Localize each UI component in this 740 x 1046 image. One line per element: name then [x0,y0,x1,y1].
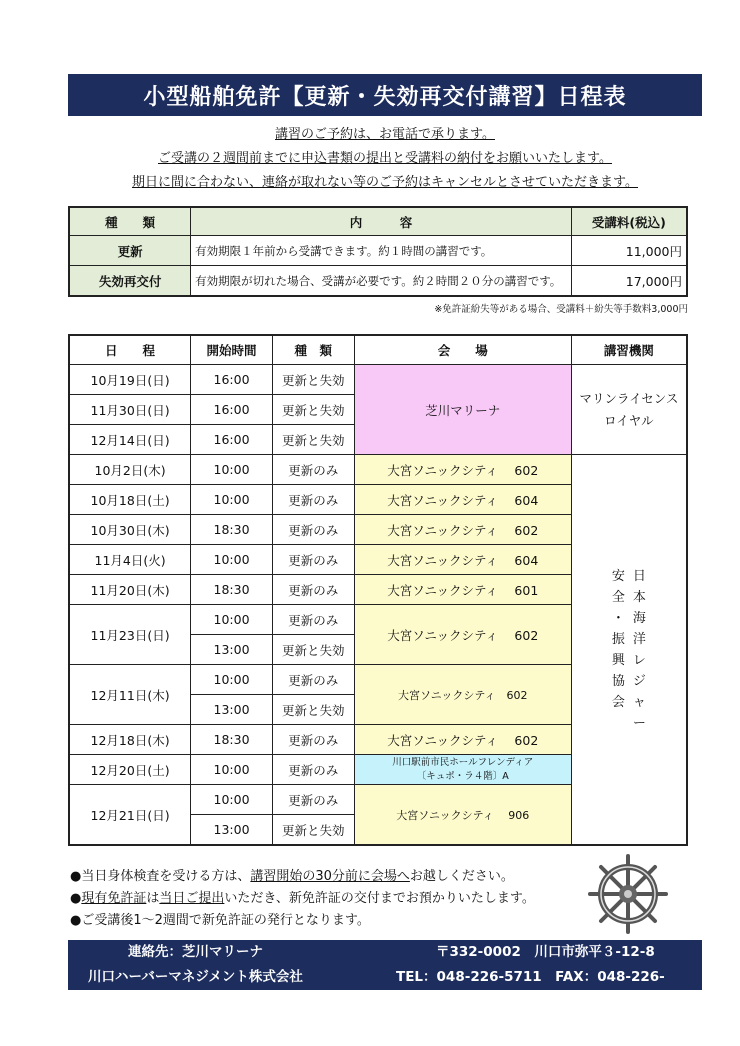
organizer-column-safety [612,566,625,734]
schedule-kind: 更新と失効 [272,635,354,665]
page-title: 小型船舶免許【更新・失効再交付講習】日程表 [68,74,702,116]
footer-phones: TEL：048-226-5711 FAX：048-226-5832 [396,969,665,1010]
schedule-date: 11月20日(木) [69,575,191,605]
header-date: 日 程 [69,335,191,365]
schedule-kind: 更新と失効 [272,815,354,846]
schedule-venue: 大宮ソニックシティ 602 [354,455,571,485]
schedule-kind: 更新と失効 [272,365,354,395]
organizer-japan-marine-leisure [571,455,687,846]
schedule-time: 10:00 [191,485,273,515]
note-item [70,888,535,910]
note-item [70,866,535,888]
organizer-char: 全 [611,589,625,605]
fee-type: 失効再交付 [69,266,191,297]
footer-address: 〒332-0002 川口市弥平３-12-8 [436,944,655,960]
schedule-time: 10:00 [191,665,273,695]
schedule-venue: 大宮ソニックシティ 602 [354,665,571,725]
organizer-char: 日 [632,568,646,584]
notes-list [70,866,535,932]
schedule-kind: 更新のみ [272,455,354,485]
schedule-time: 16:00 [191,365,273,395]
schedule-date: 11月4日(火) [69,545,191,575]
organizer-char: 洋 [632,631,646,647]
fee-price: 17,000円 [571,266,687,297]
footer-contact [68,940,702,1010]
schedule-time: 18:30 [191,575,273,605]
fee-desc: 有効期限１年前から受講できます。約１時間の講習です。 [191,236,572,266]
header-organizer: 講習機関 [571,335,687,365]
note-text: は [146,891,160,906]
schedule-time: 13:00 [191,695,273,725]
note-text: ●当日身体検査を受ける方は、 [70,869,251,884]
schedule-date: 12月14日(日) [69,425,191,455]
schedule-time: 18:30 [191,515,273,545]
note-text: ● [70,891,82,906]
footer-company: 川口ハーバーマネジメント株式会社 [88,969,303,985]
organizer-char: 協 [611,673,625,689]
schedule-time: 16:00 [191,425,273,455]
fee-row [69,266,687,297]
schedule-kind: 更新のみ [272,545,354,575]
note-underlined-text: 講習開始の30分前に会場へ [250,869,410,884]
schedule-time: 10:00 [191,755,273,785]
fee-header-type: 種 類 [69,207,191,236]
schedule-time: 10:00 [191,785,273,815]
organizer-char: レ [632,652,646,668]
header-kind: 種 類 [272,335,354,365]
footer-contact-name: 連絡先：芝川マリーナ [128,944,263,960]
schedule-time: 10:00 [191,545,273,575]
venue-marina: 芝川マリーナ [354,365,571,455]
organizer-char: 安 [611,568,625,584]
organizer-char: ・ [611,610,625,626]
schedule-date: 12月20日(土) [69,755,191,785]
schedule-venue: 大宮ソニックシティ 602 [354,605,571,665]
note-text: いただき、新免許証の交付までお預かりいたします。 [224,891,535,906]
venue-line: 川口駅前市民ホールフレンディア [392,756,534,768]
organizer-char: ー [632,715,646,731]
organizer-char: 海 [632,610,646,626]
schedule-date: 11月23日(日) [69,605,191,665]
organizer-char: ジ [632,673,646,689]
organizer-char: 本 [632,589,646,605]
schedule-date: 10月18日(土) [69,485,191,515]
schedule-time: 13:00 [191,815,273,846]
note-underlined-text: 現有免許証 [81,891,147,906]
venue-line: 〔キュポ・ラ４階〕A [416,770,509,782]
schedule-kind: 更新のみ [272,575,354,605]
schedule-date: 10月19日(日) [69,365,191,395]
note-text: お越しください。 [409,869,514,884]
note-underlined-text: 当日ご提出 [159,891,225,906]
schedule-venue: 大宮ソニックシティ 604 [354,485,571,515]
schedule-date: 12月11日(木) [69,665,191,725]
schedule-time: 13:00 [191,635,273,665]
schedule-table [68,334,688,846]
schedule-kind: 更新のみ [272,605,354,635]
organizer-char: 興 [611,652,625,668]
organizer-char: ャ [632,694,646,710]
schedule-time: 10:00 [191,605,273,635]
schedule-venue-kawaguchi [354,755,571,785]
notice-line-3: 期日に間に合わない、連絡が取れない等のご予約はキャンセルとさせていただきます。 [132,175,638,190]
schedule-venue: 大宮ソニックシティ 906 [354,785,571,846]
fee-header-price: 受講料(税込) [571,207,687,236]
fee-desc: 有効期限が切れた場合、受講が必要です。約２時間２０分の講習です。 [191,266,572,297]
schedule-time: 10:00 [191,455,273,485]
schedule-kind: 更新のみ [272,665,354,695]
fee-header-row [69,207,687,236]
fee-note: ※免許証紛失等がある場合、受講料＋紛失等手数料3,000円 [434,304,688,315]
note-item: ●ご受講後1～2週間で新免許証の発行となります。 [70,913,370,928]
schedule-venue: 大宮ソニックシティ 601 [354,575,571,605]
organizer-name-line: ロイヤル [604,412,654,428]
schedule-venue: 大宮ソニックシティ 604 [354,545,571,575]
schedule-date: 11月30日(日) [69,395,191,425]
organizer-char: 振 [611,631,625,647]
schedule-date: 10月30日(木) [69,515,191,545]
schedule-date: 10月2日(木) [69,455,191,485]
schedule-kind: 更新のみ [272,755,354,785]
organizer-marine-license-royal [571,365,687,455]
schedule-time: 18:30 [191,725,273,755]
table-row [69,365,687,395]
schedule-kind: 更新のみ [272,515,354,545]
notice-line-2: ご受講の２週間前までに申込書類の提出と受講料の納付をお願いいたします。 [158,151,612,166]
schedule-kind: 更新のみ [272,785,354,815]
fee-table [68,206,688,297]
schedule-date: 12月21日(日) [69,785,191,846]
organizer-name-line: マリンライセンス [579,390,679,406]
schedule-date: 12月18日(木) [69,725,191,755]
schedule-kind: 更新と失効 [272,425,354,455]
schedule-kind: 更新のみ [272,485,354,515]
ship-wheel-icon [586,852,670,936]
schedule-kind: 更新と失効 [272,695,354,725]
organizer-column-name [633,566,646,734]
schedule-venue: 大宮ソニックシティ 602 [354,515,571,545]
organizer-vertical-text [572,566,686,734]
table-row [69,455,687,485]
schedule-time: 16:00 [191,395,273,425]
header-venue: 会 場 [354,335,571,365]
organizer-char: 会 [611,694,625,710]
notice-line-1: 講習のご予約は、お電話で承ります。 [275,127,495,142]
fee-row [69,236,687,266]
schedule-kind: 更新のみ [272,725,354,755]
schedule-kind: 更新と失効 [272,395,354,425]
header-start-time: 開始時間 [191,335,273,365]
fee-price: 11,000円 [571,236,687,266]
fee-type: 更新 [69,236,191,266]
schedule-header-row [69,335,687,365]
schedule-venue: 大宮ソニックシティ 602 [354,725,571,755]
fee-header-content: 内 容 [191,207,572,236]
